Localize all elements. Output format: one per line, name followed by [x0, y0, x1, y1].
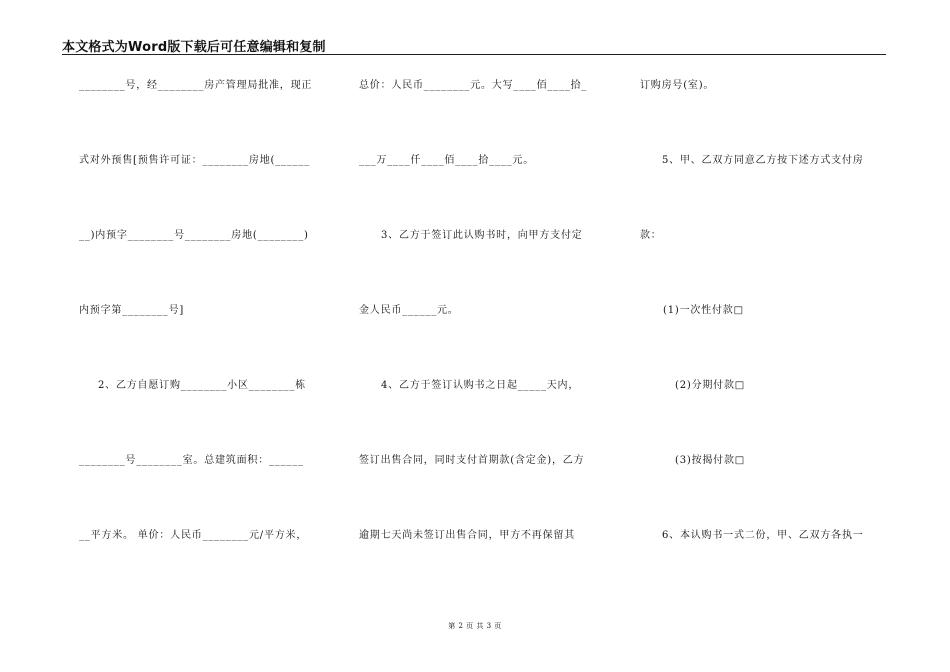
left-line-1: ________号，经________房产管理局批准，现正 — [79, 80, 313, 91]
left-line-7: __平方米。 单价：人民币________元/平方米， — [79, 530, 308, 541]
page-number: 第 2 页 共 3 页 — [448, 622, 502, 630]
left-line-2: 式对外预售[预售许可证：________房地(______ — [79, 155, 311, 166]
right-line-7: 6、本认购书一式二份，甲、乙双方各执一 — [662, 530, 864, 541]
left-line-6: ________号________室。总建筑面积：______ — [79, 455, 304, 466]
middle-line-7: 逾期七天尚未签订出售合同，甲方不再保留其 — [359, 530, 575, 541]
left-line-5: 2、乙方自愿订购________小区________栋 — [98, 380, 306, 391]
middle-line-5: 4、乙方于签订认购书之日起_____天内， — [381, 380, 580, 391]
right-line-5: (2)分期付款□ — [675, 380, 746, 391]
left-line-3: __)内预字________号________房地(________) — [79, 230, 309, 241]
header-title: 本文格式为Word版下载后可任意编辑和复制 — [62, 40, 326, 55]
left-line-4: 内预字第________号] — [79, 305, 185, 316]
middle-line-4: 金人民币______元。 — [359, 305, 459, 316]
middle-line-3: 3、乙方于签订此认购书时，向甲方支付定 — [381, 230, 583, 241]
right-line-4: (1)一次性付款□ — [663, 305, 744, 316]
page-header — [62, 34, 886, 55]
middle-line-1: 总价：人民币________元。大写____佰____拾_ — [359, 80, 588, 91]
right-line-1: 订购房号(室)。 — [640, 80, 715, 91]
middle-line-2: ___万____仟____佰____拾____元。 — [359, 155, 534, 166]
right-line-2: 5、甲、乙双方同意乙方按下述方式支付房 — [662, 155, 864, 166]
right-line-3: 款： — [640, 230, 662, 241]
middle-line-6: 签订出售合同，同时支付首期款(含定金)，乙方 — [359, 455, 585, 466]
right-line-6: (3)按揭付款□ — [675, 455, 746, 466]
